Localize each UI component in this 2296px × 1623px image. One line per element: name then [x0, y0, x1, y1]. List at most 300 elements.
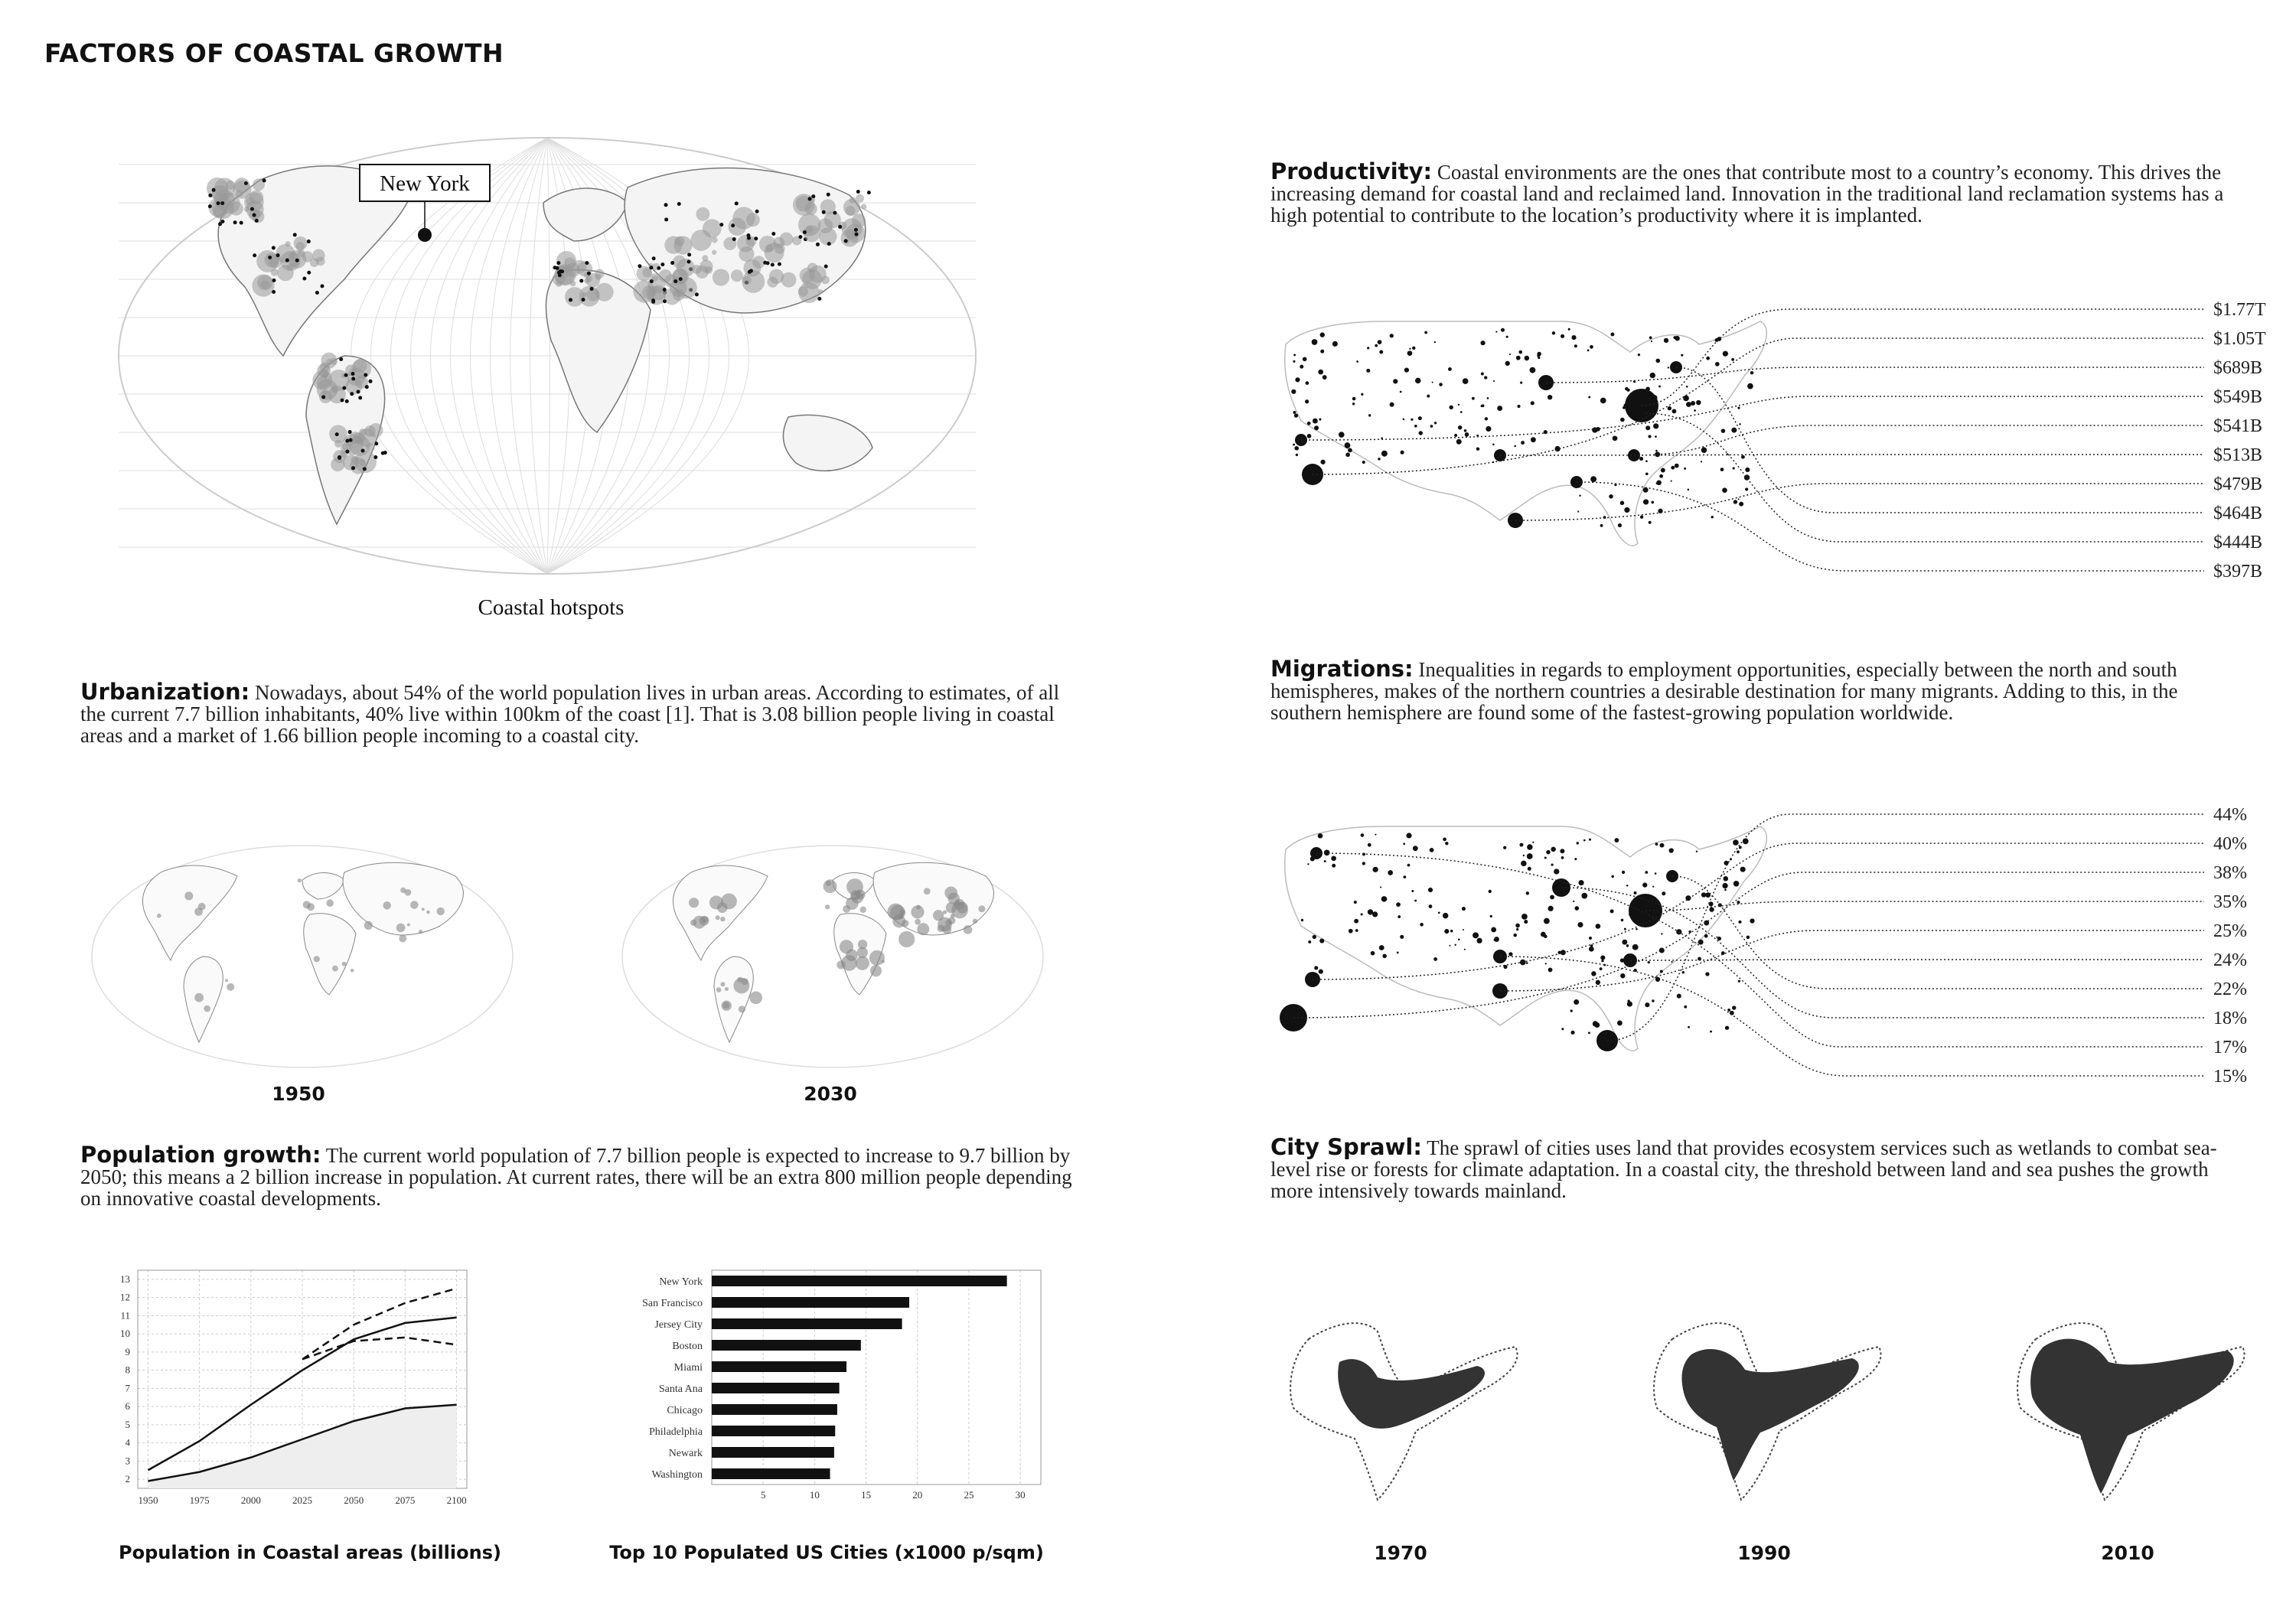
coastal-city-dot — [263, 178, 266, 182]
city-dot — [1513, 934, 1517, 937]
population-dot — [955, 901, 960, 906]
city-dot — [1610, 909, 1614, 913]
coastal-city-dot — [351, 372, 354, 376]
coastal-city-dot — [731, 223, 735, 227]
city-dot — [1596, 980, 1600, 985]
coastal-city-dot — [585, 261, 589, 265]
city-dot — [1432, 382, 1433, 383]
city-dot — [1345, 442, 1351, 448]
city-dot — [1546, 850, 1551, 855]
city-dot — [1308, 940, 1311, 943]
city-dot — [1682, 971, 1684, 973]
city-dot — [1648, 961, 1650, 963]
sprawl-year-1990: 1990 — [1737, 1542, 1791, 1564]
city-dot — [1319, 970, 1323, 974]
city-dot — [1449, 945, 1450, 947]
world-map-1950 — [88, 842, 517, 1071]
population-dot — [843, 905, 850, 913]
city-dot — [1519, 843, 1523, 847]
population-dot — [721, 1000, 731, 1010]
city-dot — [1681, 354, 1683, 357]
coastal-city-dot — [579, 279, 583, 282]
coastal-city-dot — [677, 202, 681, 206]
city-dot — [1626, 885, 1629, 887]
x-tick-label: 2000 — [240, 1494, 261, 1506]
hotspot-dot — [800, 268, 815, 283]
city-dot — [1704, 934, 1708, 938]
city-dot — [1378, 340, 1382, 344]
city-dot — [1293, 411, 1296, 414]
hotspot-dot — [846, 206, 856, 216]
city-dot — [1443, 913, 1448, 918]
city-dot — [1465, 432, 1469, 437]
city-dot — [1368, 414, 1371, 416]
city-dot — [1688, 488, 1690, 490]
city-dot — [1723, 351, 1728, 357]
leader-line — [1301, 396, 2204, 440]
city-dot — [1427, 395, 1430, 398]
urbanization-heading: Urbanization: — [80, 679, 250, 705]
city-dot — [1671, 409, 1676, 414]
city-sprawl-paragraph — [1270, 1136, 2250, 1201]
leader-line — [1316, 853, 2204, 1047]
city-dot — [1621, 919, 1624, 922]
city-dot — [1361, 393, 1363, 396]
city-dot — [1583, 839, 1586, 842]
coastal-city-dot — [349, 438, 353, 442]
city-dot — [1403, 419, 1405, 421]
city-dot — [1688, 930, 1691, 933]
city-dot — [1505, 361, 1510, 366]
city-dot — [1476, 447, 1479, 450]
sprawl-year-1970: 1970 — [1374, 1542, 1427, 1564]
city-dot — [1671, 481, 1672, 482]
hotspot-dot — [556, 281, 562, 287]
coastal-city-dot — [679, 277, 683, 281]
coastal-city-dot — [746, 233, 750, 237]
coastal-city-dot — [735, 201, 739, 205]
y-tick-label: 3 — [125, 1455, 130, 1467]
city-dot — [1414, 900, 1417, 902]
city-dot — [1590, 345, 1593, 349]
city-dot — [1609, 494, 1613, 499]
coastal-city-dot — [664, 217, 668, 221]
city-dot — [1503, 846, 1506, 849]
city-dot — [1293, 444, 1295, 446]
city-dot — [1354, 901, 1357, 904]
population-dot — [184, 891, 193, 900]
hotspot-dot — [595, 269, 604, 279]
coastal-city-dot — [664, 203, 668, 207]
bar — [712, 1426, 835, 1436]
city-dot — [1698, 940, 1704, 945]
population-dot — [860, 906, 866, 912]
bar-category-label: Washington — [651, 1469, 703, 1481]
city-dot — [1544, 918, 1550, 924]
population-dot — [405, 889, 412, 896]
city-dot — [1626, 944, 1629, 947]
coastal-city-dot — [556, 266, 559, 270]
city-dot — [1443, 838, 1446, 842]
population-dot — [720, 982, 725, 986]
city-dot — [1711, 516, 1714, 518]
hotspot-dot — [673, 256, 686, 269]
city-dot — [1434, 422, 1437, 424]
population-dot — [314, 956, 320, 962]
page-title: FACTORS OF COASTAL GROWTH — [44, 38, 504, 68]
coastal-city-dot — [295, 259, 299, 262]
population-dot — [739, 1005, 745, 1012]
x-tick-label: 30 — [1015, 1489, 1026, 1501]
population-dot — [332, 966, 338, 972]
city-dot — [1400, 935, 1404, 939]
city-dot — [1339, 432, 1345, 438]
hotspot-dot — [821, 275, 830, 284]
city-dot — [1649, 336, 1652, 339]
city-dot — [1390, 334, 1394, 337]
population-dot — [717, 902, 728, 913]
city-dot — [1579, 494, 1580, 496]
bar — [712, 1404, 837, 1415]
coastal-city-dot — [816, 243, 820, 246]
legend-value: 38% — [2213, 863, 2247, 883]
city-dot — [1481, 405, 1483, 407]
coastal-city-dot — [341, 399, 344, 402]
coastal-city-dot — [348, 430, 352, 434]
coastal-city-dot — [358, 396, 362, 399]
city-dot — [1738, 921, 1741, 924]
hotspot-dot — [664, 236, 682, 254]
legend-value: 40% — [2213, 834, 2247, 854]
city-dot — [1303, 357, 1307, 361]
coastal-city-dot — [587, 272, 591, 275]
migration-legend — [2213, 805, 2281, 1087]
y-tick-label: 5 — [125, 1418, 130, 1430]
city-dot — [1591, 971, 1596, 976]
city-dot — [1694, 409, 1696, 412]
city-dot — [1361, 833, 1365, 837]
city-dot — [1652, 999, 1655, 1002]
x-tick-label: 1975 — [189, 1494, 210, 1506]
city-dot — [1548, 906, 1553, 911]
city-dot — [1355, 921, 1357, 923]
city-dot — [1472, 397, 1475, 400]
coastal-city-dot — [754, 236, 758, 240]
city-dot — [1675, 336, 1680, 341]
population-dot — [725, 987, 729, 991]
city-dot — [1296, 454, 1298, 456]
productivity-paragraph — [1270, 158, 2250, 227]
hotspot-dot — [705, 266, 713, 274]
bar — [712, 1361, 846, 1372]
city-dot — [1438, 911, 1440, 914]
city-dot — [1375, 834, 1376, 836]
y-tick-label: 2 — [125, 1473, 130, 1485]
population-dot — [870, 965, 882, 976]
population-dot — [915, 919, 921, 925]
city-dot — [1362, 461, 1365, 464]
coastal-city-dot — [208, 194, 212, 197]
city-dot — [1526, 891, 1529, 895]
city-dot — [1544, 935, 1548, 939]
city-dot — [1531, 401, 1534, 405]
bar — [712, 1318, 902, 1329]
productivity-leaders — [1301, 309, 2204, 571]
legend-value: 18% — [2213, 1009, 2247, 1028]
city-dot — [1548, 967, 1553, 972]
x-tick-label: 2100 — [446, 1494, 467, 1506]
series-line-1 — [302, 1289, 457, 1360]
city-dot — [1652, 886, 1654, 888]
city-dot — [1560, 849, 1564, 853]
city-dot — [1349, 929, 1353, 934]
city-dot — [1624, 507, 1629, 513]
migration-dots — [1280, 833, 1755, 1051]
coastal-city-dot — [652, 256, 656, 260]
population-dot — [978, 905, 985, 912]
city-dot — [1454, 944, 1456, 946]
city-dot — [1332, 341, 1338, 347]
city-dot — [1400, 391, 1402, 393]
city-dot — [1463, 929, 1464, 930]
city-dot — [1515, 924, 1520, 928]
city-dot — [1463, 378, 1469, 384]
population-dot — [716, 987, 722, 992]
hotspot-dot — [712, 236, 718, 243]
hotspot-dot — [261, 280, 270, 289]
city-dot — [1375, 344, 1378, 347]
city-dot — [1622, 871, 1625, 874]
population-dot — [899, 931, 915, 947]
city-dot — [1307, 422, 1311, 425]
y-tick-label: 11 — [120, 1309, 130, 1322]
city-dot — [1414, 425, 1417, 428]
population-growth-text: The current world population of 7.7 billion people is expected to increase to 9.7 billion by 2050; this means a 2 billion increase in population. At current rates, there will be an extra 800 million people depending on innovative coastal developments. — [80, 1144, 1072, 1210]
city-dot — [1568, 328, 1570, 331]
coastal-city-dot — [240, 221, 243, 225]
coastal-city-dot — [673, 279, 677, 283]
city-dot — [1419, 431, 1423, 435]
new-york-dot — [418, 228, 432, 242]
city-dot — [1750, 918, 1754, 923]
city-dot — [1537, 354, 1540, 357]
population-dot — [699, 916, 709, 926]
city-dot — [1525, 356, 1530, 361]
city-dot — [1307, 863, 1309, 865]
hotspot-dot — [366, 443, 375, 452]
leader-line — [1676, 367, 2204, 513]
coastal-city-dot — [373, 455, 377, 459]
city-dot — [1521, 861, 1526, 866]
city-dot — [1620, 418, 1625, 422]
legend-value: $397B — [2213, 562, 2263, 582]
coastal-city-dot — [351, 466, 355, 470]
city-dot — [1481, 373, 1484, 376]
legend-value: 25% — [2213, 921, 2247, 941]
city-dot — [1430, 848, 1434, 852]
leader-line — [1607, 814, 2204, 1041]
population-growth-heading: Population growth: — [80, 1142, 321, 1168]
city-dot — [1489, 890, 1492, 893]
city-dot — [1747, 383, 1753, 389]
city-dot — [1717, 937, 1721, 940]
city-dot — [1295, 377, 1300, 382]
hotspot-dot — [702, 255, 708, 261]
city-dot — [1643, 499, 1649, 504]
coastal-city-dot — [363, 467, 367, 471]
hotspot-dot — [328, 370, 350, 391]
coastal-city-dot — [344, 373, 348, 377]
coastal-city-dot — [719, 223, 723, 227]
population-dot — [194, 908, 203, 916]
city-dot — [1378, 458, 1380, 460]
coastal-city-dot — [771, 232, 775, 236]
city-dot — [1675, 464, 1679, 468]
coastal-city-dot — [320, 284, 324, 288]
hotspot-dot — [773, 237, 784, 249]
bar — [712, 1276, 1007, 1286]
x-tick-label: 5 — [760, 1489, 766, 1501]
city-dot — [1493, 380, 1495, 382]
city-dot — [1574, 344, 1577, 347]
city-dot — [1684, 1005, 1687, 1009]
population-dot — [690, 920, 696, 926]
city-dot — [1361, 913, 1363, 915]
city-dot — [1627, 1002, 1632, 1007]
coastal-city-dot — [220, 201, 224, 205]
coastal-city-dot — [687, 253, 691, 256]
city-dot — [1291, 389, 1296, 394]
city-dot — [1659, 843, 1664, 848]
city-dot — [1313, 419, 1318, 424]
city-dot — [1429, 904, 1433, 908]
city-dot — [1355, 929, 1358, 932]
population-dot — [856, 957, 869, 970]
city-dot — [1737, 407, 1740, 409]
coastal-city-dot — [350, 392, 354, 396]
coastal-city-dot — [663, 288, 667, 292]
city-dot — [1415, 378, 1420, 383]
hotspot-dot — [713, 269, 729, 285]
city-dot — [1655, 842, 1658, 846]
city-dot — [1516, 928, 1518, 930]
x-tick-label: 25 — [964, 1489, 974, 1501]
city-dot — [1649, 435, 1652, 438]
city-dot — [1473, 932, 1479, 938]
legend-value: 35% — [2213, 892, 2247, 912]
population-dot — [437, 908, 445, 915]
city-dot — [1458, 404, 1459, 406]
city-dot — [1490, 915, 1492, 917]
city-dot — [1686, 386, 1688, 388]
city-sprawl-heading: City Sprawl: — [1270, 1134, 1422, 1160]
hotspot-dot — [850, 197, 856, 204]
city-dot — [1750, 371, 1753, 374]
population-dot — [410, 901, 419, 909]
city-dot — [1529, 367, 1535, 373]
coastal-city-dot — [339, 357, 343, 361]
city-dot — [1450, 930, 1453, 933]
city-dot — [1403, 842, 1405, 845]
population-dot — [689, 898, 699, 908]
coastal-city-dot — [808, 197, 812, 200]
city-dot — [1688, 1026, 1690, 1028]
population-dot — [364, 921, 373, 930]
coastal-city-dot — [657, 266, 660, 270]
city-dot — [1724, 889, 1727, 891]
city-dot — [1548, 395, 1552, 399]
city-dot — [1532, 842, 1534, 843]
coastal-city-dot — [374, 442, 378, 445]
bar-category-label: Philadelphia — [649, 1426, 703, 1438]
map-year-1950: 1950 — [272, 1083, 325, 1105]
city-dot — [1686, 402, 1691, 407]
population-dot — [157, 914, 161, 918]
city-dot — [1684, 468, 1686, 470]
us-map-productivity — [1270, 291, 2281, 597]
coastal-city-dot — [338, 455, 341, 459]
city-dot — [1737, 850, 1740, 853]
city-dot — [1600, 398, 1606, 404]
bar-category-label: Jersey City — [654, 1319, 703, 1331]
coastal-city-dot — [856, 190, 860, 194]
hotspot-dot — [675, 277, 696, 298]
city-dot — [1413, 846, 1418, 851]
city-dot — [1388, 870, 1393, 875]
world-map-2030 — [618, 842, 1047, 1071]
legend-value: $1.05T — [2213, 329, 2266, 349]
city-dot — [1561, 334, 1564, 338]
city-dot — [1495, 331, 1497, 333]
city-dot — [1669, 848, 1674, 852]
population-dot — [916, 905, 921, 910]
coastal-city-dot — [687, 260, 690, 264]
coastal-city-dot — [272, 290, 276, 294]
city-dot — [1379, 350, 1383, 354]
city-dot — [1485, 417, 1488, 420]
coastal-city-dot — [365, 385, 369, 389]
hotspot-dot — [856, 194, 864, 203]
city-dot — [1372, 911, 1378, 917]
population-dot — [227, 983, 234, 991]
city-dot — [1701, 447, 1707, 453]
city-dot — [1294, 414, 1298, 418]
city-dot — [1655, 435, 1657, 438]
population-dot — [733, 978, 749, 994]
coastal-city-dot — [342, 386, 346, 390]
us-map-migrations — [1270, 796, 2281, 1102]
city-dot — [1428, 888, 1433, 892]
population-dot — [326, 899, 334, 907]
city-dot — [1661, 933, 1662, 934]
coastal-city-dot — [253, 213, 256, 217]
hotspot-dot — [696, 207, 709, 221]
city-dot — [1577, 510, 1579, 512]
city-dot — [1645, 460, 1648, 462]
hotspot-dot — [369, 423, 383, 438]
population-dot — [716, 915, 720, 920]
coastal-city-dot — [285, 259, 289, 262]
city-dot — [1721, 429, 1726, 433]
population-dot — [426, 911, 430, 914]
city-dot — [1651, 501, 1654, 504]
city-dot — [1424, 331, 1427, 334]
coastal-city-dot — [364, 373, 367, 376]
population-dot — [194, 993, 204, 1002]
coastal-population-chart — [107, 1259, 475, 1511]
city-dot — [1527, 853, 1533, 859]
city-dot — [1411, 890, 1414, 892]
